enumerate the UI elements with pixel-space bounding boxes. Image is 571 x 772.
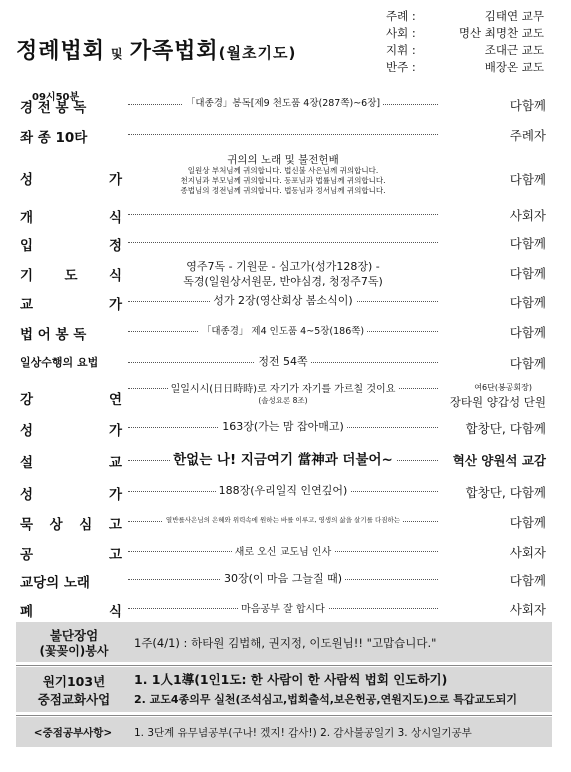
staff-list xyxy=(386,8,544,76)
order-label: 교당의 노래 xyxy=(20,575,90,591)
staff-row xyxy=(386,25,544,42)
order-label: 기 도 식 xyxy=(20,268,122,284)
practice-section xyxy=(16,717,552,747)
order-label: 묵 상 심 고 xyxy=(20,517,122,533)
staff-name: 조대근 교도 xyxy=(484,43,544,57)
order-label: 좌 종 10타 xyxy=(20,130,88,146)
order-content-note: (솔성요론 8조) xyxy=(258,396,308,405)
order-performer: 다함께 xyxy=(509,172,546,187)
start-time: 09시50분 xyxy=(32,92,80,103)
order-performer: 사회자 xyxy=(509,602,546,617)
order-label: 성 가 xyxy=(20,423,122,439)
order-content: 열반를사은님의 은혜와 위력속에 원하는 바를 이루고, 영생의 삶을 살기를 다짐하는 xyxy=(163,516,403,524)
order-label: 법 어 봉 독 xyxy=(20,327,87,343)
order-label: 일상수행의 요법 xyxy=(20,356,99,369)
order-content: 「대종경」 제4 인도품 4~5장(186쪽) xyxy=(199,326,367,337)
page-title xyxy=(16,34,296,65)
order-label: 공 고 xyxy=(20,547,122,563)
order-performer: 다함께 xyxy=(509,266,546,281)
order-label: 교 가 xyxy=(20,297,122,313)
order-performer: 합창단, 다함께 xyxy=(465,485,546,500)
dotted-leader xyxy=(128,214,438,215)
flower-service-section xyxy=(16,622,552,662)
dotted-leader xyxy=(128,242,438,243)
order-performer: 사회자 xyxy=(509,208,546,223)
order-label: 강 연 xyxy=(20,392,122,408)
practice-label: <중점공부사항> xyxy=(33,727,113,739)
order-subtext: 천지님과 부모님께 귀의합니다. 동포님과 법률님께 귀의합니다. xyxy=(180,176,386,185)
order-content: 마음공부 잘 합시다 xyxy=(238,604,328,615)
order-performer: 다함께 xyxy=(509,295,546,310)
staff-name: 배장온 교도 xyxy=(484,60,544,74)
divider xyxy=(16,665,552,666)
order-content: 정전 54쪽 xyxy=(255,355,310,368)
order-content: 귀의의 노래 및 불전헌배 xyxy=(227,154,339,166)
label-char: 성 xyxy=(20,172,34,188)
focus-label-sub: 중점교화사업 xyxy=(37,692,111,707)
order-content: 30장(이 마음 그늘질 때) xyxy=(221,572,345,585)
divider xyxy=(16,715,552,716)
order-label xyxy=(20,168,122,188)
focus-section xyxy=(16,667,552,712)
order-performer: 다함께 xyxy=(509,515,546,530)
order-subtext: 종법님의 정전님께 귀의합니다. 법동님과 정서님께 귀의합니다. xyxy=(180,186,386,195)
order-content: 188장(우리일직 인연깊어) xyxy=(216,484,351,497)
staff-role: 주례 : xyxy=(386,9,416,23)
title-conjunction: 및 xyxy=(111,47,124,61)
order-performer: 다함께 xyxy=(509,98,546,113)
title-subtitle: (월초기도) xyxy=(218,44,297,62)
service-label: 불단장엄 xyxy=(49,628,99,643)
order-performer: 다함께 xyxy=(509,356,546,371)
order-content: 새로 오신 교도님 인사 xyxy=(232,547,334,558)
order-content: 163장(가는 맘 잡아매고) xyxy=(219,420,347,433)
order-subtext: 일원상 부처님께 귀의합니다. 법신불 사은님께 귀의합니다. xyxy=(187,166,379,175)
staff-row xyxy=(386,8,544,25)
order-label: 입 정 xyxy=(20,238,122,254)
order-content-line2: 독경(일원상서원문, 반야심경, 청정주7독) xyxy=(183,275,383,288)
order-performer: 장타원 양갑성 단원 xyxy=(449,395,546,409)
dotted-leader xyxy=(128,134,438,135)
order-performer: 주례자 xyxy=(509,128,546,143)
order-performer: 혁산 양원석 교감 xyxy=(452,453,546,468)
staff-role: 반주 : xyxy=(386,60,416,74)
staff-row xyxy=(386,42,544,59)
order-performer-role: 여6단(봉공회장) xyxy=(474,383,532,392)
order-content: 「대종경」봉독[제9 천도품 4장(287쪽)~6장] xyxy=(183,98,383,109)
sermon-title: 한없는 나! 지금여기 當神과 더불어~ xyxy=(170,452,396,468)
order-content: 성가 2장(영산회상 봄소식이) xyxy=(210,294,355,307)
order-content: 일일시시(日日時時)로 자기가 자기를 가르칠 것이요 xyxy=(168,384,399,395)
service-label-sub: (꽃꽂이)봉사 xyxy=(39,644,109,658)
order-content: 영주7독 - 기원문 - 심고가(성가128장) - xyxy=(186,260,380,273)
order-performer: 다함께 xyxy=(509,573,546,588)
service-thanks: 1주(4/1) : 하타원 김법해, 권지정, 이도원님!! "고맙습니다." xyxy=(134,636,437,650)
order-performer: 다함께 xyxy=(509,236,546,251)
focus-label: 원기103년 xyxy=(42,674,106,689)
order-performer: 사회자 xyxy=(509,545,546,560)
staff-name: 김태연 교무 xyxy=(484,9,544,23)
order-label: 개 식 xyxy=(20,210,122,226)
staff-role: 지휘 : xyxy=(386,43,416,57)
order-performer: 다함께 xyxy=(509,325,546,340)
order-label: 설 교 xyxy=(20,455,122,471)
staff-name: 명산 최명찬 교도 xyxy=(458,26,544,40)
title-main: 정례법회 xyxy=(16,39,106,64)
order-label: 경 전 봉 독 xyxy=(20,100,87,116)
practice-items: 1. 3단계 유무념공부(구나! 겠지! 감사!) 2. 감사불공일기 3. 상시일기공부 xyxy=(134,727,472,739)
staff-role: 사회 : xyxy=(386,26,416,40)
focus-item-1: 1. 1人1導(1인1도: 한 사람이 한 사람씩 법회 인도하기) xyxy=(134,672,448,687)
title-second: 가족법회 xyxy=(129,39,219,64)
focus-item-2: 2. 교도4종의무 실천(조석심고,법회출석,보은헌공,연원지도)으로 특갑교도되기 xyxy=(134,693,517,706)
order-label: 성 가 xyxy=(20,487,122,503)
order-performer: 합창단, 다함께 xyxy=(465,421,546,436)
staff-row xyxy=(386,59,544,76)
order-label: 폐 식 xyxy=(20,604,122,620)
label-char: 가 xyxy=(108,172,122,188)
